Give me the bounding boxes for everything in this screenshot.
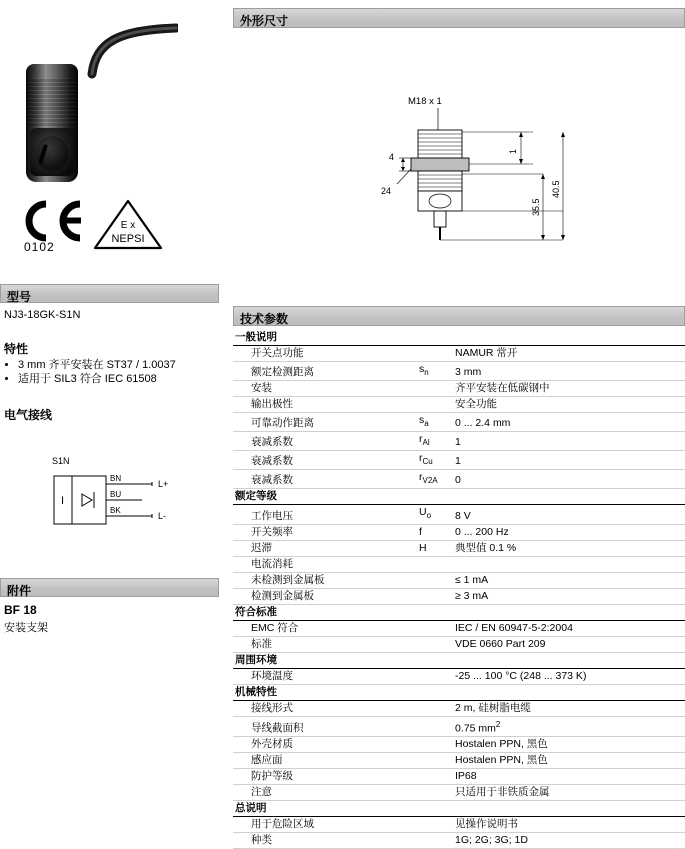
spec-label: 额定检测距离 xyxy=(233,362,419,381)
dim-35-5-label: 35.5 xyxy=(531,198,541,216)
dimension-drawing xyxy=(233,26,685,284)
spec-label: 安装 xyxy=(233,381,419,397)
spec-label: 工作电压 xyxy=(233,505,419,524)
table-row xyxy=(233,668,685,684)
spec-symbol xyxy=(419,588,453,604)
features-list xyxy=(4,358,228,386)
spec-value: 只适用于非铁质金属 xyxy=(453,785,685,801)
left-column xyxy=(0,0,228,814)
features-header: 特性 xyxy=(4,342,29,356)
table-row xyxy=(233,817,685,833)
spec-label: 电流消耗 xyxy=(233,556,419,572)
spec-value: 2 m, 硅树脂电缆 xyxy=(453,700,685,716)
spec-label: 衰减系数 xyxy=(233,470,419,489)
spec-symbol xyxy=(419,556,453,572)
table-row xyxy=(233,716,685,737)
spec-value: -25 ... 100 °C (248 ... 373 K) xyxy=(453,668,685,684)
tech-group-row xyxy=(233,684,685,700)
list-item: • 适用于 SIL3 符合 IEC 61508 xyxy=(18,372,228,386)
tech-group-row xyxy=(233,801,685,817)
dim-4-label: 4 xyxy=(389,152,395,162)
ce-number: 0102 xyxy=(24,240,55,254)
spec-symbol xyxy=(419,700,453,716)
spec-symbol: H xyxy=(419,540,453,556)
spec-symbol: f xyxy=(419,524,453,540)
spec-symbol xyxy=(419,572,453,588)
tech-group-title: 一般说明 xyxy=(233,330,685,346)
table-row xyxy=(233,505,685,524)
spec-value: IEC / EN 60947-5-2:2004 xyxy=(453,620,685,636)
spec-symbol xyxy=(419,346,453,362)
table-row xyxy=(233,737,685,753)
spec-value: 1 xyxy=(453,432,685,451)
accessory-name: BF 18 xyxy=(4,603,37,617)
tech-header: 技术参数 xyxy=(233,306,685,326)
spec-label: 防护等级 xyxy=(233,769,419,785)
spec-label: 可靠动作距离 xyxy=(233,413,419,432)
spec-label: 衰减系数 xyxy=(233,432,419,451)
table-row xyxy=(233,833,685,849)
spec-label: 开关点功能 xyxy=(233,346,419,362)
table-row xyxy=(233,572,685,588)
sensor-cable-icon xyxy=(48,22,168,70)
spec-label: 开关频率 xyxy=(233,524,419,540)
table-row xyxy=(233,556,685,572)
svg-text:I: I xyxy=(61,495,65,507)
dimensions-header: 外形尺寸 xyxy=(233,8,685,28)
table-row xyxy=(233,524,685,540)
spec-label: 导线截面积 xyxy=(233,716,419,737)
wiring-diagram xyxy=(4,448,204,558)
spec-value: Hostalen PPN, 黑色 xyxy=(453,753,685,769)
table-row xyxy=(233,769,685,785)
spec-value: ≥ 3 mA xyxy=(453,588,685,604)
spec-value: 0 ... 200 Hz xyxy=(453,524,685,540)
spec-value: 0 ... 2.4 mm xyxy=(453,413,685,432)
spec-label: 输出极性 xyxy=(233,397,419,413)
spec-symbol: $s_a$ xyxy=(419,413,453,432)
spec-label: 未检测到金属板 xyxy=(233,572,419,588)
table-row xyxy=(233,413,685,432)
spec-value: 1 xyxy=(453,451,685,470)
spec-value: 3 mm xyxy=(453,362,685,381)
model-header: 型号 xyxy=(0,284,219,303)
spec-symbol xyxy=(419,753,453,769)
table-row xyxy=(233,785,685,801)
tech-specs-table xyxy=(233,330,685,849)
approval-marks xyxy=(10,196,200,268)
spec-label: 标准 xyxy=(233,636,419,652)
spec-label: 衰减系数 xyxy=(233,451,419,470)
spec-value: 见操作说明书 xyxy=(453,817,685,833)
svg-text:L-: L- xyxy=(158,511,167,521)
table-row xyxy=(233,451,685,470)
right-column xyxy=(233,0,685,847)
dim-24-label: 24 xyxy=(381,186,392,196)
spec-symbol: $r_{Cu}$ xyxy=(419,451,453,470)
table-row xyxy=(233,362,685,381)
spec-label: 接线形式 xyxy=(233,700,419,716)
wiring-title: S1N xyxy=(52,456,70,466)
product-photo xyxy=(8,16,178,186)
spec-value: VDE 0660 Part 209 xyxy=(453,636,685,652)
spec-value: 安全功能 xyxy=(453,397,685,413)
spec-label: 种类 xyxy=(233,833,419,849)
svg-text:L+: L+ xyxy=(158,479,169,489)
table-row xyxy=(233,346,685,362)
spec-value: ≤ 1 mA xyxy=(453,572,685,588)
svg-text:E x: E x xyxy=(120,220,136,231)
dim-1-label: 1 xyxy=(508,148,518,154)
tech-group-row xyxy=(233,652,685,668)
spec-value: NAMUR 常开 xyxy=(453,346,685,362)
tech-group-title: 额定等级 xyxy=(233,489,685,505)
spec-value: Hostalen PPN, 黑色 xyxy=(453,737,685,753)
spec-value: 0 xyxy=(453,470,685,489)
tech-group-title: 符合标准 xyxy=(233,604,685,620)
list-item: • 3 mm 齐平安装在 ST37 / 1.0037 xyxy=(18,358,228,372)
spec-symbol xyxy=(419,833,453,849)
spec-symbol xyxy=(419,620,453,636)
spec-value: IP68 xyxy=(453,769,685,785)
spec-value: 1G; 2G; 3G; 1D xyxy=(453,833,685,849)
spec-value: 齐平安装在低碳钢中 xyxy=(453,381,685,397)
spec-label: 用于危险区域 xyxy=(233,817,419,833)
table-row xyxy=(233,636,685,652)
table-row xyxy=(233,753,685,769)
table-row xyxy=(233,470,685,489)
spec-symbol xyxy=(419,716,453,737)
spec-symbol xyxy=(419,817,453,833)
spec-symbol xyxy=(419,668,453,684)
spec-symbol xyxy=(419,769,453,785)
dim-40-5-label: 40.5 xyxy=(551,180,561,198)
spec-symbol: $r_{V2A}$ xyxy=(419,470,453,489)
table-row xyxy=(233,381,685,397)
table-row xyxy=(233,700,685,716)
spec-label: 迟滞 xyxy=(233,540,419,556)
spec-label: 感应面 xyxy=(233,753,419,769)
tech-group-row xyxy=(233,604,685,620)
spec-symbol xyxy=(419,397,453,413)
table-row xyxy=(233,540,685,556)
spec-value: 0.75 $mm^2$ xyxy=(453,716,685,737)
svg-text:BU: BU xyxy=(110,490,122,499)
spec-label: 环境温度 xyxy=(233,668,419,684)
dim-thread-label: M18 x 1 xyxy=(408,96,442,107)
spec-symbol xyxy=(419,785,453,801)
tech-group-title: 总说明 xyxy=(233,801,685,817)
spec-value: 典型值 0.1 % xyxy=(453,540,685,556)
spec-symbol xyxy=(419,381,453,397)
spec-value: 8 V xyxy=(453,505,685,524)
tech-group-row xyxy=(233,330,685,346)
nepsi-mark-icon xyxy=(92,198,164,259)
svg-text:BN: BN xyxy=(110,474,122,483)
spec-label: EMC 符合 xyxy=(233,620,419,636)
model-value: NJ3-18GK-S1N xyxy=(4,309,81,321)
sensor-threads xyxy=(27,78,77,126)
tech-group-title: 周围环境 xyxy=(233,652,685,668)
ce-mark-icon xyxy=(20,200,82,245)
wiring-header: 电气接线 xyxy=(4,408,53,422)
svg-text:NEPSI: NEPSI xyxy=(111,233,145,245)
spec-label: 检测到金属板 xyxy=(233,588,419,604)
tech-group-title: 机械特性 xyxy=(233,684,685,700)
spec-symbol: $U_o$ xyxy=(419,505,453,524)
spec-symbol xyxy=(419,636,453,652)
svg-text:BK: BK xyxy=(110,506,121,515)
spec-symbol: $s_n$ xyxy=(419,362,453,381)
table-row xyxy=(233,397,685,413)
accessory-desc: 安装支架 xyxy=(4,622,48,634)
table-row xyxy=(233,620,685,636)
table-row xyxy=(233,588,685,604)
spec-symbol xyxy=(419,737,453,753)
table-row xyxy=(233,432,685,451)
spec-symbol: $r_{Al}$ xyxy=(419,432,453,451)
spec-value xyxy=(453,556,685,572)
spec-label: 注意 xyxy=(233,785,419,801)
accessory-header: 附件 xyxy=(0,578,219,597)
tech-group-row xyxy=(233,489,685,505)
spec-label: 外壳材质 xyxy=(233,737,419,753)
